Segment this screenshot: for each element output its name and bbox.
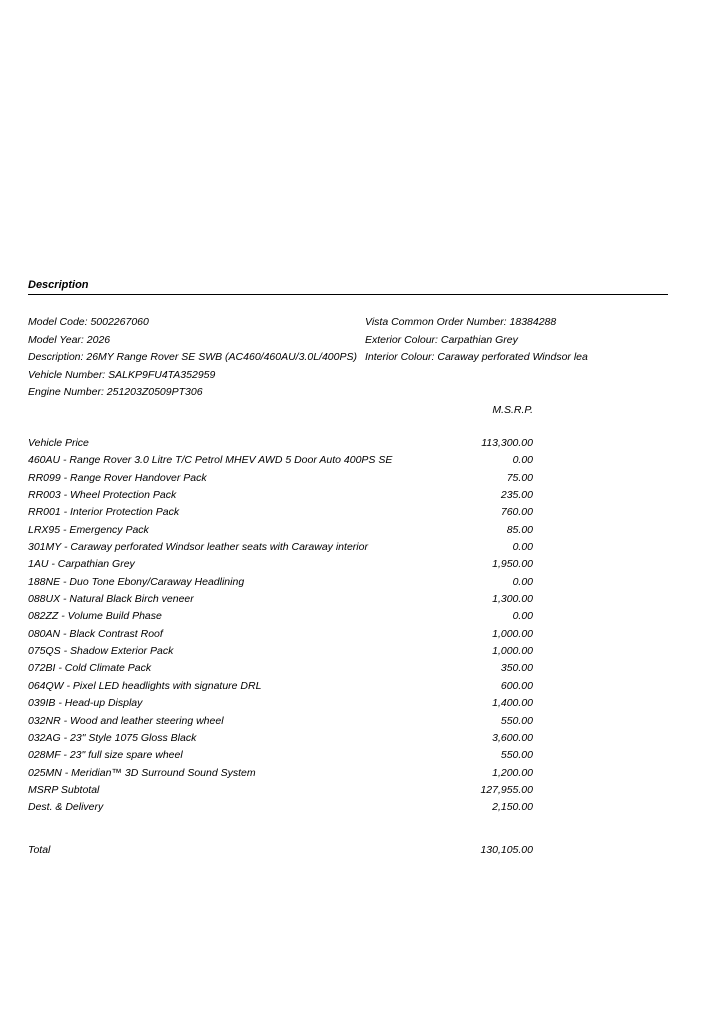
vehicle-info-left-column <box>28 314 368 402</box>
line-item-description: 088UX - Natural Black Birch veneer <box>28 593 194 606</box>
line-item-amount: 0.00 <box>512 541 533 554</box>
subtotal-label: MSRP Subtotal <box>28 783 100 796</box>
line-item-row <box>28 591 668 608</box>
line-item-row <box>28 713 668 730</box>
line-item-description: 460AU - Range Rover 3.0 Litre T/C Petrol MHEV AWD 5 Door Auto 400PS SE <box>28 454 393 467</box>
line-item-description: 188NE - Duo Tone Ebony/Caraway Headlining <box>28 575 245 588</box>
line-item-amount: 760.00 <box>500 506 533 519</box>
line-item-amount: 3,600.00 <box>492 731 533 744</box>
line-item-description: 072BI - Cold Climate Pack <box>28 662 152 675</box>
info-line-vehicle-number: Vehicle Number: SALKP9FU4TA352959 <box>28 368 216 381</box>
line-item-row <box>28 522 668 539</box>
line-item-row <box>28 678 668 695</box>
info-line-model-year: Model Year: 2026 <box>28 333 111 346</box>
line-item-description: RR003 - Wheel Protection Pack <box>28 489 177 502</box>
line-item-row <box>28 504 668 521</box>
line-item-description: 028MF - 23" full size spare wheel <box>28 749 183 762</box>
subtotal-row <box>28 782 668 799</box>
total-row <box>28 844 668 861</box>
line-item-amount: 350.00 <box>500 662 533 675</box>
line-item-row <box>28 765 668 782</box>
subtotal-amount: 127,955.00 <box>480 783 533 796</box>
vehicle-info-right-column <box>365 314 665 367</box>
line-item-amount: 85.00 <box>506 523 533 536</box>
line-item-row <box>28 435 668 452</box>
total-label: Total <box>28 844 51 856</box>
line-item-description: 032AG - 23" Style 1075 Gloss Black <box>28 731 197 744</box>
line-item-description: Vehicle Price <box>28 437 89 449</box>
section-header-description: Description <box>28 279 668 295</box>
line-item-row <box>28 487 668 504</box>
line-item-description: 032NR - Wood and leather steering wheel <box>28 714 224 727</box>
line-item-row <box>28 539 668 556</box>
line-item-row <box>28 695 668 712</box>
destination-delivery-row <box>28 799 668 816</box>
line-item-amount: 1,000.00 <box>492 627 533 640</box>
line-item-row <box>28 574 668 591</box>
line-item-amount: 1,300.00 <box>492 593 533 606</box>
line-item-amount: 1,950.00 <box>492 558 533 571</box>
line-items-list <box>28 435 668 817</box>
document-sheet <box>28 0 668 1024</box>
line-item-amount: 0.00 <box>512 454 533 467</box>
line-item-amount: 550.00 <box>500 749 533 762</box>
line-item-row <box>28 556 668 573</box>
line-item-description: 1AU - Carpathian Grey <box>28 558 135 571</box>
info-line-description: Description: 26MY Range Rover SE SWB (AC460/460AU/3.0L/400PS) <box>28 351 357 363</box>
line-item-row <box>28 747 668 764</box>
destination-delivery-label: Dest. & Delivery <box>28 801 104 814</box>
line-item-row <box>28 730 668 747</box>
total-amount: 130,105.00 <box>480 844 533 856</box>
line-item-description: 082ZZ - Volume Build Phase <box>28 610 162 623</box>
line-item-description: RR001 - Interior Protection Pack <box>28 506 180 519</box>
line-item-amount: 0.00 <box>512 610 533 623</box>
line-item-description: LRX95 - Emergency Pack <box>28 523 149 536</box>
line-item-amount: 600.00 <box>500 679 533 692</box>
line-item-row <box>28 452 668 469</box>
line-item-row <box>28 626 668 643</box>
info-line-interior-colour: Interior Colour: Caraway perforated Windsor lea <box>365 351 588 363</box>
info-line-vista-order-number: Vista Common Order Number: 18384288 <box>365 316 557 328</box>
line-item-description: 064QW - Pixel LED headlights with signature DRL <box>28 679 262 692</box>
line-item-description: 025MN - Meridian™ 3D Surround Sound System <box>28 766 256 779</box>
line-item-row <box>28 643 668 660</box>
line-item-amount: 1,400.00 <box>492 697 533 710</box>
line-item-amount: 113,300.00 <box>481 437 533 449</box>
line-item-row <box>28 470 668 487</box>
line-item-amount: 235.00 <box>500 489 533 502</box>
line-item-description: 075QS - Shadow Exterior Pack <box>28 645 174 658</box>
info-line-exterior-colour: Exterior Colour: Carpathian Grey <box>365 333 518 346</box>
destination-delivery-amount: 2,150.00 <box>492 801 533 814</box>
line-item-description: 080AN - Black Contrast Roof <box>28 627 163 640</box>
msrp-column-header: M.S.R.P. <box>492 404 533 416</box>
line-item-row <box>28 608 668 625</box>
line-item-amount: 75.00 <box>506 471 533 484</box>
line-item-amount: 1,000.00 <box>492 645 533 658</box>
line-item-description: RR099 - Range Rover Handover Pack <box>28 471 207 484</box>
line-item-amount: 0.00 <box>512 575 533 588</box>
line-item-amount: 1,200.00 <box>492 766 533 779</box>
info-line-model-code: Model Code: 5002267060 <box>28 316 149 328</box>
line-item-amount: 550.00 <box>500 714 533 727</box>
line-item-description: 301MY - Caraway perforated Windsor leather seats with Caraway interior <box>28 541 368 554</box>
line-item-row <box>28 660 668 677</box>
info-line-engine-number: Engine Number: 251203Z0509PT306 <box>28 386 203 398</box>
line-item-description: 039IB - Head-up Display <box>28 697 143 710</box>
